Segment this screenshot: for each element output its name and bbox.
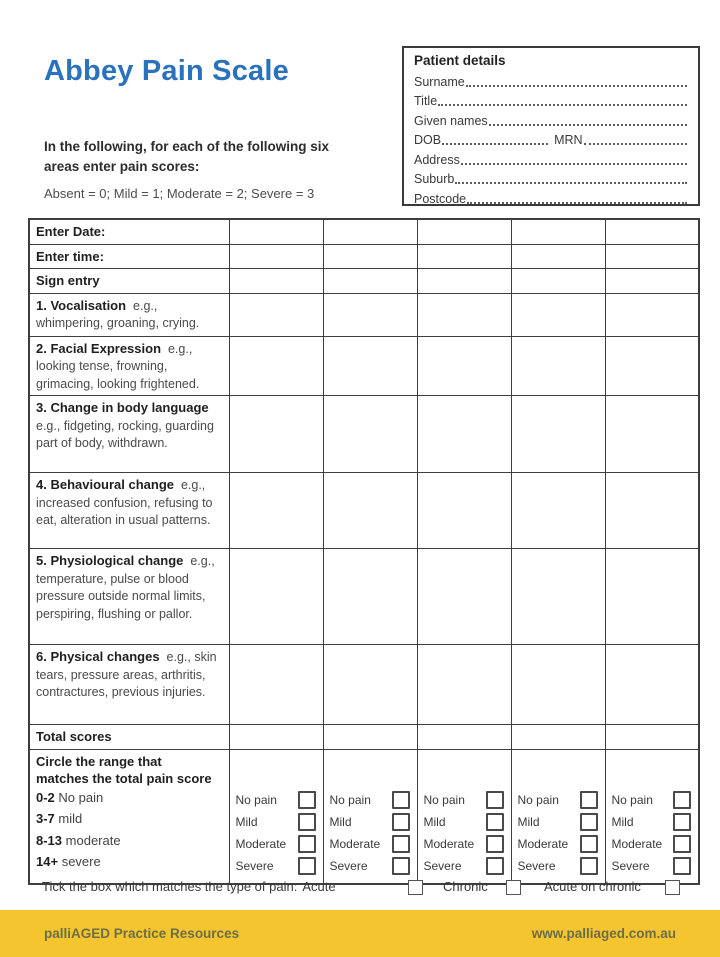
score-entry-cell-r8-c3[interactable]: [417, 549, 511, 645]
score-entry-cell-r8-c4[interactable]: [511, 549, 605, 645]
score-entry-cell-r2-c2[interactable]: [323, 244, 417, 269]
score-entry-cell-r9-c1[interactable]: [229, 645, 323, 725]
row-description: e.g., increased confusion, refusing to eat, alteration in usual patterns.: [36, 478, 213, 527]
score-entry-cell-r3-c5[interactable]: [605, 269, 699, 294]
severity-option-label: Severe: [235, 859, 274, 873]
severity-checkbox-group: [419, 751, 510, 882]
severity-checkbox[interactable]: [392, 813, 410, 831]
row-label-cell: [29, 219, 229, 244]
score-entry-cell-r9-c2[interactable]: [323, 645, 417, 725]
score-entry-cell-r5-c3[interactable]: [417, 336, 511, 396]
severity-option-label: No pain: [329, 793, 371, 807]
row-title: 4. Behavioural change: [36, 477, 174, 492]
acute-checkbox[interactable]: [408, 880, 423, 895]
range-value: 8-13: [36, 832, 63, 848]
row-label-cell: [29, 336, 229, 396]
score-entry-cell-r5-c2[interactable]: [323, 336, 417, 396]
row-label-cell: [29, 396, 229, 473]
severity-option-label: Severe: [611, 859, 650, 873]
score-entry-cell-r2-c5[interactable]: [605, 244, 699, 269]
range-label: severe: [61, 854, 101, 869]
range-line: [36, 830, 224, 852]
severity-checkbox[interactable]: [486, 835, 504, 853]
score-entry-cell-r4-c2[interactable]: [323, 293, 417, 336]
score-entry-cell-r7-c4[interactable]: [511, 473, 605, 549]
score-entry-cell-r3-c3[interactable]: [417, 269, 511, 294]
pain-type-option-acute: Acute: [302, 879, 336, 894]
severity-checkbox[interactable]: [673, 791, 691, 809]
surname-label: Surname: [414, 74, 465, 89]
acute-on-chronic-checkbox[interactable]: [665, 880, 680, 895]
score-entry-cell-r3-c4[interactable]: [511, 269, 605, 294]
score-options-cell-c3: [417, 749, 511, 884]
score-entry-cell-r9-c4[interactable]: [511, 645, 605, 725]
table-row: [29, 293, 699, 336]
title-label: Title: [414, 94, 438, 108]
severity-option-label: Severe: [423, 859, 462, 873]
patient-details-heading: Patient details: [414, 53, 506, 68]
severity-option: [330, 814, 410, 831]
severity-option-label: Severe: [517, 859, 556, 873]
score-entry-cell-r8-c1[interactable]: [229, 549, 323, 645]
score-entry-cell-r5-c5[interactable]: [605, 336, 699, 396]
score-entry-cell-r7-c5[interactable]: [605, 473, 699, 549]
pain-type-prompt: Tick the box which matches the type of pain:: [42, 879, 298, 894]
table-row: [29, 725, 699, 750]
row-description: e.g., looking tense, frowning, grimacing, looking frightened.: [36, 341, 200, 391]
severity-option-label: Moderate: [423, 837, 475, 851]
score-entry-cell-r7-c1[interactable]: [229, 473, 323, 549]
range-label: No pain: [58, 789, 104, 805]
severity-option-label: Severe: [329, 859, 368, 873]
score-entry-cell-r10-c3[interactable]: [417, 725, 511, 750]
severity-option: [424, 792, 504, 809]
severity-checkbox[interactable]: [298, 791, 316, 809]
row-title: Sign entry: [36, 273, 100, 288]
instructions-line2: areas enter pain scores:: [44, 159, 200, 174]
field-postcode: [414, 187, 688, 207]
score-entry-cell-r7-c3[interactable]: [417, 473, 511, 549]
severity-option-label: Moderate: [611, 837, 663, 851]
severity-option: [236, 792, 316, 809]
severity-option: [612, 858, 692, 875]
address-label: Address: [414, 152, 460, 167]
severity-checkbox[interactable]: [486, 813, 504, 831]
postcode-label: Postcode: [414, 191, 467, 206]
severity-option: [612, 836, 692, 853]
severity-checkbox[interactable]: [392, 835, 410, 853]
severity-checkbox[interactable]: [673, 813, 691, 831]
field-dob-mrn: [414, 129, 688, 149]
severity-checkbox[interactable]: [392, 857, 410, 875]
page-title: Abbey Pain Scale: [44, 55, 289, 87]
score-options-cell-c5: [605, 749, 699, 884]
score-entry-cell-r9-c3[interactable]: [417, 645, 511, 725]
range-heading: matches the total pain score: [36, 770, 212, 786]
severity-checkbox[interactable]: [298, 857, 316, 875]
severity-option: [424, 814, 504, 831]
field-title: [414, 90, 688, 110]
range-label-cell: [29, 749, 229, 884]
score-entry-cell-r1-c3[interactable]: [417, 219, 511, 244]
field-given-names: [414, 109, 688, 129]
score-entry-cell-r10-c2[interactable]: [323, 725, 417, 750]
table-row-total-range: [29, 749, 699, 884]
severity-checkbox[interactable]: [486, 791, 504, 809]
footer-right-link[interactable]: www.palliaged.com.au: [531, 926, 676, 941]
severity-option-label: No pain: [517, 793, 559, 807]
severity-checkbox[interactable]: [486, 857, 504, 875]
severity-option-label: Moderate: [235, 837, 287, 851]
score-entry-cell-r8-c2[interactable]: [323, 549, 417, 645]
score-entry-cell-r1-c5[interactable]: [605, 219, 699, 244]
score-key: Absent = 0; Mild = 1; Moderate = 2; Severe = 3: [44, 186, 315, 201]
table-row: [29, 473, 699, 549]
score-entry-cell-r2-c4[interactable]: [511, 244, 605, 269]
score-entry-cell-r9-c5[interactable]: [605, 645, 699, 725]
score-entry-cell-r1-c1[interactable]: [229, 219, 323, 244]
footer-bar: [0, 910, 720, 957]
table-row: [29, 549, 699, 645]
severity-checkbox[interactable]: [580, 813, 598, 831]
row-title: 1. Vocalisation: [36, 297, 127, 313]
mrn-write-line[interactable]: [584, 142, 687, 145]
severity-option: [518, 858, 598, 875]
suburb-label: Suburb: [414, 172, 455, 186]
severity-checkbox[interactable]: [298, 835, 316, 853]
score-entry-cell-r4-c3[interactable]: [417, 293, 511, 336]
score-entry-cell-r10-c4[interactable]: [511, 725, 605, 750]
severity-option: [518, 792, 598, 809]
score-entry-cell-r10-c5[interactable]: [605, 725, 699, 750]
score-entry-cell-r1-c4[interactable]: [511, 219, 605, 244]
footer-left-text: palliAGED Practice Resources: [44, 926, 240, 941]
score-entry-cell-r4-c5[interactable]: [605, 293, 699, 336]
severity-option-label: No pain: [611, 793, 653, 807]
row-description: e.g., temperature, pulse or blood pressure outside normal limits, perspiring, flushing or pallor.: [36, 554, 215, 621]
row-label-cell: [29, 549, 229, 645]
instructions: [44, 137, 374, 201]
score-entry-cell-r2-c3[interactable]: [417, 244, 511, 269]
score-entry-cell-r6-c1[interactable]: [229, 396, 323, 473]
table-row: [29, 396, 699, 473]
table-row: [29, 269, 699, 294]
table-row: [29, 645, 699, 725]
severity-option-label: Mild: [235, 815, 258, 829]
row-description: e.g., fidgeting, rocking, guarding part of body, withdrawn.: [36, 418, 214, 450]
severity-checkbox[interactable]: [580, 791, 598, 809]
table-row: [29, 244, 699, 269]
row-title: 3. Change in body language: [36, 400, 209, 415]
severity-option: [424, 858, 504, 875]
severity-option-label: Mild: [423, 815, 446, 829]
row-title: Total scores: [36, 729, 112, 744]
severity-option-label: No pain: [235, 793, 277, 807]
severity-option: [236, 858, 316, 875]
row-title: Enter time:: [36, 248, 104, 264]
severity-checkbox-group: [231, 751, 322, 882]
score-options-cell-c1: [229, 749, 323, 884]
row-label-cell: [29, 645, 229, 725]
range-heading: Circle the range that: [36, 753, 162, 769]
range-line: [36, 851, 224, 873]
field-address: [414, 148, 688, 168]
score-entry-cell-r4-c4[interactable]: [511, 293, 605, 336]
severity-option: [518, 814, 598, 831]
given-names-label: Given names: [414, 113, 488, 128]
severity-option: [236, 836, 316, 853]
score-entry-cell-r6-c3[interactable]: [417, 396, 511, 473]
score-entry-cell-r7-c2[interactable]: [323, 473, 417, 549]
pain-type-row: [42, 879, 702, 901]
address-write-line[interactable]: [461, 162, 687, 165]
severity-checkbox-group: [607, 751, 698, 882]
severity-option-label: No pain: [423, 793, 465, 807]
score-entry-cell-r3-c2[interactable]: [323, 269, 417, 294]
severity-checkbox[interactable]: [580, 857, 598, 875]
score-entry-cell-r5-c1[interactable]: [229, 336, 323, 396]
range-label: mild: [58, 811, 83, 826]
range-value: 14+: [36, 854, 59, 869]
score-entry-cell-r6-c5[interactable]: [605, 396, 699, 473]
severity-option: [612, 792, 692, 809]
given-names-write-line[interactable]: [489, 123, 687, 126]
severity-checkbox[interactable]: [392, 791, 410, 809]
score-entry-cell-r5-c4[interactable]: [511, 336, 605, 396]
row-label-cell: [29, 473, 229, 549]
mrn-label: MRN: [554, 133, 583, 147]
field-suburb: [414, 168, 688, 188]
title-write-line[interactable]: [438, 103, 687, 106]
severity-option: [424, 836, 504, 853]
score-entry-cell-r2-c1[interactable]: [229, 244, 323, 269]
suburb-write-line[interactable]: [455, 181, 687, 184]
chronic-checkbox[interactable]: [506, 880, 521, 895]
row-title: 2. Facial Expression: [36, 340, 162, 356]
postcode-write-line[interactable]: [467, 201, 687, 204]
severity-checkbox-group: [513, 751, 604, 882]
severity-option-label: Mild: [517, 815, 540, 829]
row-label-cell: [29, 244, 229, 269]
range-line: [36, 808, 224, 830]
pain-type-option-chronic: Chronic: [443, 879, 488, 894]
severity-option: [236, 814, 316, 831]
instructions-line1: In the following, for each of the following six: [44, 139, 329, 154]
range-line: [36, 787, 224, 809]
range-label: moderate: [65, 832, 121, 848]
score-entry-cell-r6-c2[interactable]: [323, 396, 417, 473]
row-label-cell: [29, 725, 229, 750]
row-description: e.g., whimpering, groaning, crying.: [36, 298, 200, 330]
severity-option: [330, 836, 410, 853]
severity-checkbox[interactable]: [673, 835, 691, 853]
score-entry-cell-r4-c1[interactable]: [229, 293, 323, 336]
severity-checkbox-group: [325, 751, 416, 882]
pain-type-option-acute-on-chronic: Acute on chronic: [544, 879, 641, 894]
score-table-body: [29, 219, 699, 884]
row-title: Enter Date:: [36, 224, 106, 239]
pain-score-table: [28, 218, 700, 885]
severity-option: [518, 836, 598, 853]
row-title: 6. Physical changes: [36, 649, 160, 664]
score-entry-cell-r10-c1[interactable]: [229, 725, 323, 750]
severity-option-label: Mild: [329, 815, 352, 829]
row-label-cell: [29, 293, 229, 336]
score-options-cell-c4: [511, 749, 605, 884]
table-row: [29, 219, 699, 244]
surname-write-line[interactable]: [466, 84, 687, 87]
severity-checkbox[interactable]: [580, 835, 598, 853]
severity-option-label: Moderate: [517, 837, 569, 851]
score-entry-cell-r6-c4[interactable]: [511, 396, 605, 473]
severity-option: [330, 792, 410, 809]
severity-checkbox[interactable]: [673, 857, 691, 875]
severity-checkbox[interactable]: [298, 813, 316, 831]
score-entry-cell-r8-c5[interactable]: [605, 549, 699, 645]
patient-details-box: [402, 46, 700, 206]
severity-option: [612, 814, 692, 831]
row-description: e.g., skin tears, pressure areas, arthritis, contractures, previous injuries.: [36, 650, 217, 699]
severity-option-label: Moderate: [329, 837, 381, 851]
table-row: [29, 336, 699, 396]
score-entry-cell-r3-c1[interactable]: [229, 269, 323, 294]
range-value: 0-2: [36, 789, 55, 805]
score-entry-cell-r1-c2[interactable]: [323, 219, 417, 244]
row-label-cell: [29, 269, 229, 294]
dob-write-line[interactable]: [442, 142, 548, 145]
row-title: 5. Physiological change: [36, 553, 184, 568]
field-surname: [414, 70, 688, 90]
severity-option: [330, 858, 410, 875]
severity-option-label: Mild: [611, 815, 634, 829]
dob-label: DOB: [414, 133, 442, 147]
score-options-cell-c2: [323, 749, 417, 884]
range-value: 3-7: [36, 811, 55, 826]
